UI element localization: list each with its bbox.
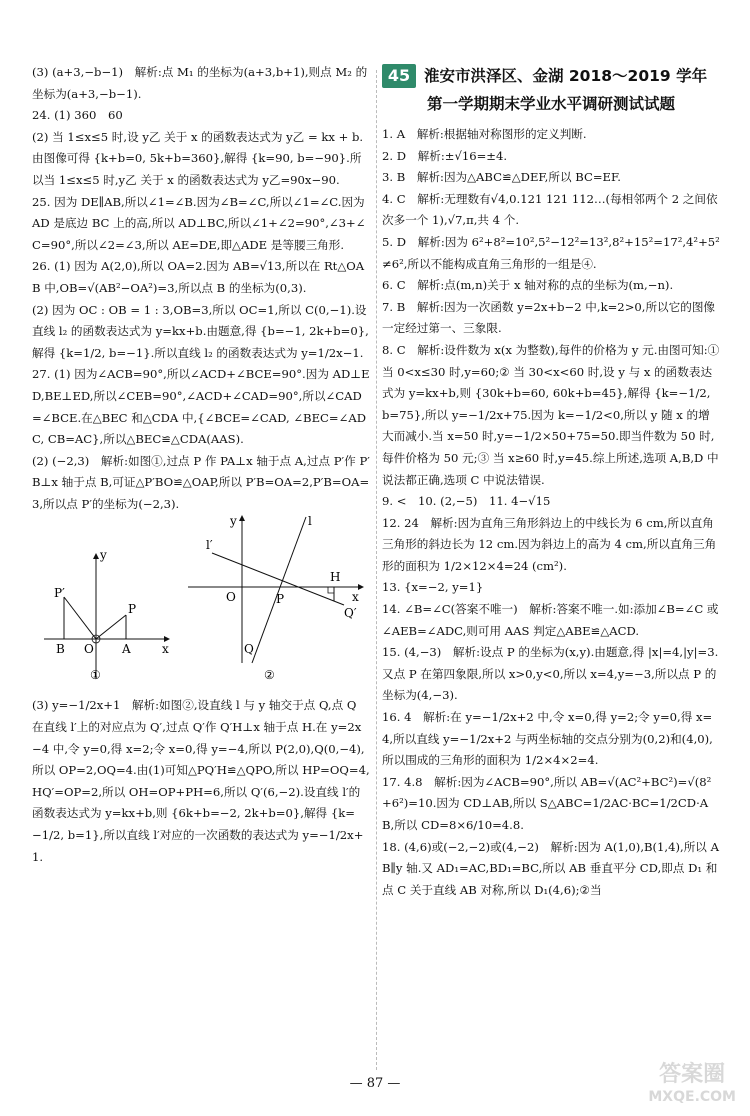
answer-1: 1. A 解析:根据轴对称图形的定义判断.	[382, 127, 587, 141]
section-title-line1: 淮安市洪泽区、金湖 2018～2019 学年	[424, 67, 708, 85]
answer-4: 4. C 解析:无理数有√4,0.121 121 112…(每相邻两个 2 之间依次多一个 1),√7,π,共 4 个.	[382, 191, 718, 228]
section-number-badge: 45	[382, 64, 416, 88]
left-column	[32, 62, 370, 868]
answer-12: 12. 24 解析:因为直角三角形斜边上的中线长为 6 cm,所以直角三角形的斜边长为 12 cm.因为斜边上的高为 4 cm,所以直角三角形的面积为 1/2×12×4=24 (cm²).	[382, 515, 717, 573]
answer-25: 25. 因为 DE∥AB,所以∠1=∠B.因为∠B=∠C,所以∠1=∠C.因为 AD 是底边 BC 上的高,所以 AD⊥BC,所以∠1+∠2=90°,∠3+∠C=90°,所以∠2=∠3,所以 AE=DE,即△ADE 是等腰三角形.	[32, 194, 369, 252]
answer-2: 2. D 解析:±√16=±4.	[382, 148, 508, 163]
fig1-label-b: B	[56, 642, 65, 657]
fig2-label-p: P	[276, 592, 285, 607]
answer-6: 6. C 解析:点(m,n)关于 x 轴对称的点的坐标为(m,−n).	[382, 278, 674, 293]
fig1-caption: ①	[90, 668, 101, 683]
page-number: — 87 —	[349, 1076, 401, 1091]
fig1-label-p-prime: P′	[54, 586, 65, 601]
answer-15: 15. (4,−3) 解析:设点 P 的坐标为(x,y).由题意,得 |x|=4,|y|=3.又点 P 在第四象限,所以 x>0,y<0,所以 x=4,y=−3,所以点 P 的坐标为(4,−3).	[382, 645, 719, 703]
answer-17: 17. 4.8 解析:因为∠ACB=90°,所以 AB=√(AC²+BC²)=√(8²+6²)=10.因为 CD⊥AB,所以 S△ABC=1/2AC·BC=1/2CD·AB,所以 CD=8×6/10=4.8.	[382, 774, 712, 832]
answer-16: 16. 4 解析:在 y=−1/2x+2 中,令 x=0,得 y=2;令 y=0,得 x=4,所以直线 y=−1/2x+2 与两坐标轴的交点分别为(0,2)和(4,0),所以围成的三角形的面积为 1/2×4×2=4.	[382, 710, 713, 768]
answer-26-1: 26. (1) 因为 A(2,0),所以 OA=2.因为 AB=√13,所以在 Rt△OAB 中,OB=√(AB²−OA²)=3,所以点 B 的坐标为(0,3).	[32, 259, 365, 295]
fig2-label-o: O	[226, 590, 236, 605]
watermark-text: 答案圈	[659, 1062, 726, 1087]
fig1-label-y: y	[100, 548, 107, 563]
fig2-label-x: x	[352, 590, 359, 605]
answer-14: 14. ∠B=∠C(答案不唯一) 解析:答案不唯一.如:添加∠B=∠C 或∠AEB=∠ADC,则可用 AAS 判定△ABE≌△ACD.	[382, 602, 719, 638]
fig1-label-o: O	[84, 642, 94, 657]
section-header	[382, 62, 720, 118]
answer-27-3: (3) y=−1/2x+1 解析:如图②,设直线 l 与 y 轴交于点 Q,点 Q 在直线 l′上的对应点为 Q′,过点 Q′作 Q′H⊥x 轴于点 H.在 y=2x−4 中,令 y=0,得 x=2;令 x=0,得 y=−4,所以 P(2,0),Q(0,−4),所以 OP=2,OQ=4.由(1)可知△PQ′H≌△QPO,所以 HP=OQ=4,HQ′=OP=2,所以 OH=OP+PH=6,所以 Q′(6,−2).设直线 l′的函数表达式为 y=kx+b,则 {6k+b=−2, 2k+b=0},解得 {k=−1/2, b=1},所以直线 l′对应的一次函数的表达式为 y=−1/2x+1.	[32, 698, 370, 864]
fig1-label-p: P	[128, 602, 137, 617]
answer-13: 13. {x=−2, y=1}	[382, 580, 484, 595]
fig2-caption: ②	[264, 668, 275, 682]
fig2-label-l: l	[308, 514, 312, 529]
watermark-url: MXQE.COM	[648, 1089, 736, 1105]
figure-1	[34, 519, 174, 687]
answer-18: 18. (4,6)或(−2,−2)或(4,−2) 解析:因为 A(1,0),B(1,4),所以 AB∥y 轴.又 AD₁=AC,BD₁=BC,所以 AB 垂直平分 CD,即点 D₁ 和点 C 关于直线 AB 对称,所以 D₁(4,6);②当	[382, 839, 719, 897]
fig1-label-a: A	[122, 642, 131, 657]
answer-27-1: 27. (1) 因为∠ACB=90°,所以∠ACD+∠BCE=90°.因为 AD⊥ED,BE⊥ED,所以∠CEB=90°,∠ACD+∠CAD=90°,所以∠CAD=∠BCE.在△BEC 和△CDA 中,{∠BCE=∠CAD, ∠BEC=∠ADC, CB=AC},所以△BEC≌△CDA(AAS).	[32, 367, 370, 447]
fig2-label-q-prime: Q′	[344, 606, 357, 621]
answer-26-2: (2) 因为 OC : OB = 1 : 3,OB=3,所以 OC=1,所以 C(0,−1).设直线 l₂ 的函数表达式为 y=kx+b.由题意,得 {b=−1, 2k+b=0},解得 {k=1/2, b=−1}.所以直线 l₂ 的函数表达式为 y=1/2x−1.	[32, 302, 369, 360]
answer-7: 7. B 解析:因为一次函数 y=2x+b−2 中,k=2>0,所以它的图像一定经过第一、三象限.	[382, 299, 716, 336]
column-divider	[376, 70, 377, 1070]
right-column	[382, 62, 723, 901]
watermark-logo	[648, 1064, 736, 1108]
answer-24-1: 24. (1) 360 60	[32, 108, 123, 123]
answer-3: 3. B 解析:因为△ABC≌△DEF,所以 BC=EF.	[382, 170, 621, 185]
answer-24-2: (2) 当 1≤x≤5 时,设 y乙 关于 x 的函数表达式为 y乙 = kx + b.由图像可得 {k+b=0, 5k+b=360},解得 {k=90, b=−90}.所以当 1≤x≤5 时,y乙 关于 x 的函数表达式为 y乙=90x−90.	[32, 129, 364, 187]
answer-8: 8. C 解析:设件数为 x(x 为整数),每件的价格为 y 元.由图可知:① 当 0<x≤30 时,y=60;② 当 30<x<60 时,设 y 与 x 的函数表达式为 y=kx+b,则 {30k+b=60, 60k+b=45},解得 {k=−1/2, b=75},所以 y=−1/2x+75.因为 k=−1/2<0,所以 y 随 x 的增大而减小.当 x=50 时,y=−1/2×50+75=50.即当件数为 50 时,每件价格为 50 元;③ 当 x≥60 时,y=45.综上所述,选项 A,B,D 中说法都正确,选项 C 中说法错误.	[382, 342, 723, 487]
fig2-label-h: H	[330, 570, 341, 585]
fig2-label-l-prime: l′	[206, 538, 213, 553]
fig2-label-y: y	[230, 514, 237, 529]
answer-5: 5. D 解析:因为 6²+8²=10²,5²−12²=13²,8²+15²=17²,4²+5²≠6²,所以不能构成直角三角形的一组是④.	[382, 234, 720, 271]
fig2-label-q: Q	[244, 642, 254, 657]
answer-9-11: 9. < 10. (2,−5) 11. 4−√15	[382, 494, 551, 509]
section-title-line2: 第一学期期末学业水平调研测试试题	[426, 95, 675, 113]
answer-23-3: (3) (a+3,−b−1) 解析:点 M₁ 的坐标为(a+3,b+1),则点 M₂ 的坐标为(a+3,−b−1).	[32, 65, 368, 101]
figure-2	[184, 513, 364, 681]
fig1-label-x: x	[162, 642, 169, 657]
figures	[32, 514, 370, 691]
answer-27-2: (2) (−2,3) 解析:如图①,过点 P 作 PA⊥x 轴于点 A,过点 P′作 P′B⊥x 轴于点 B,可证△P′BO≌△OAP,所以 P′B=OA=2,P′B=OA=3,所以点 P′的坐标为(−2,3).	[32, 453, 370, 511]
